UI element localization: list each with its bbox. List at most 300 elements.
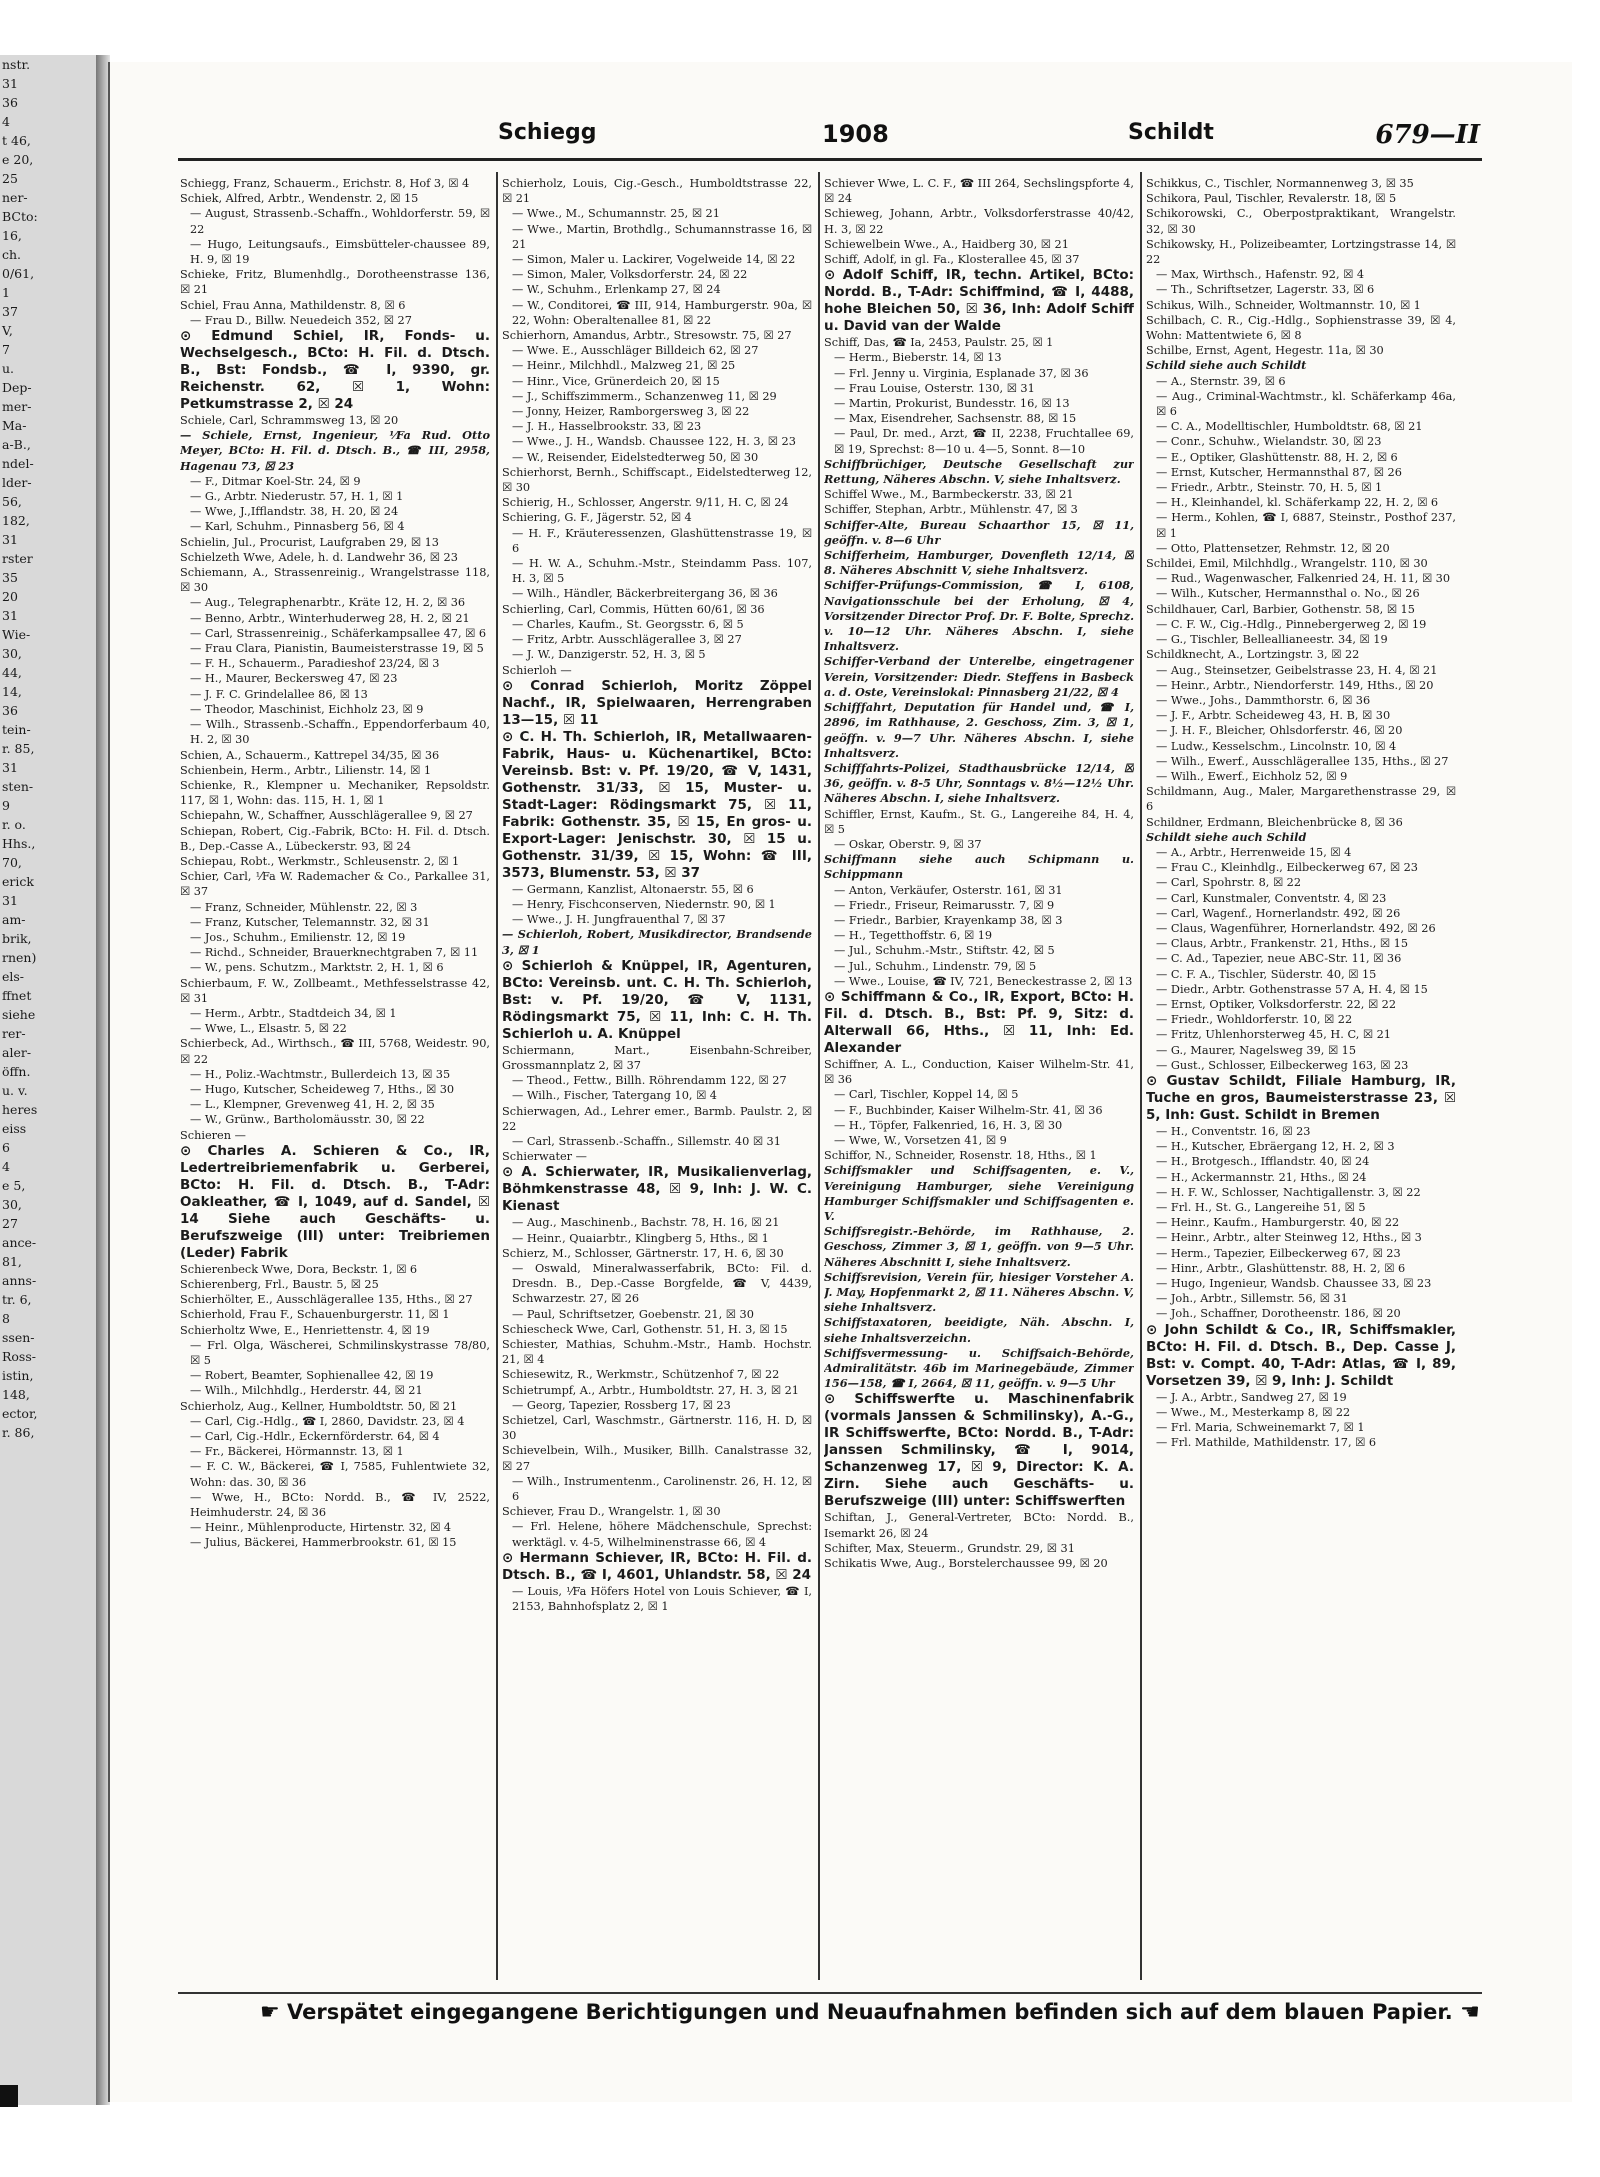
- previous-page-fragment: Ross-: [2, 1349, 36, 1364]
- previous-page-fragment: 8: [2, 1311, 10, 1326]
- previous-page-fragment: 14,: [2, 684, 22, 699]
- sub-entry: — Jul., Schuhm.-Mstr., Stiftstr. 42, ☒ 5: [834, 944, 1055, 958]
- sub-entry: — Ernst, Kutscher, Hermannsthal 87, ☒ 26: [1156, 465, 1402, 479]
- sub-entry: — C. F. A., Tischler, Süderstr. 40, ☒ 15: [1156, 967, 1377, 981]
- sub-entry: — Heinr., Mühlenproducte, Hirtenstr. 32, ☒ 4: [190, 1521, 452, 1535]
- previous-page-fragment: e 20,: [2, 152, 34, 167]
- previous-page-fragment: Ma-: [2, 418, 27, 433]
- previous-page-fragment: 4: [2, 1159, 10, 1174]
- sub-entry: — Wilh., Händler, Bäckerbreitergang 36, ☒ 36: [512, 587, 778, 601]
- previous-page-fragment: V,: [2, 323, 13, 338]
- previous-page-fragment: 148,: [2, 1387, 30, 1402]
- previous-page-fragment: ector,: [2, 1406, 38, 1421]
- sub-entry: — Oswald, Mineralwasserfabrik, BCto: Fil. d. Dresdn. B., Dep.-Casse Borgfelde, ☎ V, 4439, Schwarzestr. 27, ☒ 26: [512, 1261, 812, 1306]
- directory-entry: Schildknecht, A., Lortzingstr. 3, ☒ 22: [1146, 648, 1360, 662]
- sub-entry: — J. A., Arbtr., Sandweg 27, ☒ 19: [1156, 1390, 1347, 1404]
- firm-entry: ⊙ C. H. Th. Schierloh, IR, Metallwaaren-Fabrik, Haus- u. Küchenartikel, BCto: Vereinsb. Bst: v. Pf. 19/20, ☎ V, 1431, Gothenstr. 31/33, ☒ 15, Muster- u. Stadt-Lager: Rödingsmarkt 75, ☒ 11, Fabrik: Gothenstr. 35, ☒ 15, En gros- u. Export-Lager: Jenischstr. 30, ☒ 15 u. Gothenstr. 31/39, ☒ 15, Wohn: ☎ III, 3573, Blumenstr. 53, ☒ 37: [502, 728, 812, 881]
- sub-entry: — Herm., Bieberstr. 14, ☒ 13: [834, 351, 1002, 365]
- sub-entry: — Fr., Bäckerei, Hörmannstr. 13, ☒ 1: [190, 1445, 404, 1459]
- sub-entry: — Georg, Tapezier, Rossberg 17, ☒ 23: [512, 1398, 731, 1412]
- directory-entry: Schierholz, Louis, Cig.-Gesch., Humboldtstrasse 22, ☒ 21: [502, 177, 812, 206]
- sub-entry: — Wilh., Ewerf., Eichholz 52, ☒ 9: [1156, 769, 1348, 783]
- directory-entry: Schikkus, C., Tischler, Normannenweg 3, ☒ 35: [1146, 177, 1414, 190]
- sub-entry: — G., Arbtr. Niederustr. 57, H. 1, ☒ 1: [190, 490, 404, 504]
- directory-entry: Schierbaum, F. W., Zollbeamt., Methfesselstrasse 42, ☒ 31: [180, 976, 490, 1005]
- firm-entry: ⊙ Edmund Schiel, IR, Fonds- u. Wechselgesch., BCto: H. Fil. d. Dtsch. B., Bst: Fondsb., ☎ I, 9390, gr. Reichenstr. 62, ☒ 1, Wohn: Petkumstrasse 2, ☒ 24: [180, 328, 490, 413]
- firm-entry: ⊙ Conrad Schierloh, Moritz Zöppel Nachf., IR, Spielwaaren, Herrengraben 13—15, ☒ 11: [502, 677, 812, 728]
- header-year: 1908: [822, 120, 889, 148]
- previous-page-fragment: rer-: [2, 1026, 26, 1041]
- sub-entry: — Aug., Criminal-Wachtmstr., kl. Schäferkamp 46a, ☒ 6: [1156, 389, 1456, 419]
- directory-entry: Schiewelbein Wwe., A., Haidberg 30, ☒ 21: [824, 237, 1069, 251]
- sub-entry: — August, Strassenb.-Schaffn., Wohldorferstr. 59, ☒ 22: [190, 207, 490, 236]
- sub-entry: — Oskar, Oberstr. 9, ☒ 37: [834, 837, 982, 851]
- institution-entry: Schild siehe auch Schildt: [1146, 358, 1307, 373]
- sub-entry: — Wilh., Strassenb.-Schaffn., Eppendorferbaum 40, H. 2, ☒ 30: [190, 718, 490, 747]
- previous-page-fragment: tein-: [2, 722, 31, 737]
- sub-entry: — Paul, Dr. med., Arzt, ☎ II, 2238, Fruchtallee 69, ☒ 19, Sprechst: 8—10 u. 4—5, Sonnt. 8—10: [834, 427, 1134, 456]
- directory-entry: Schieren —: [180, 1128, 246, 1142]
- directory-entry: Schifter, Max, Steuerm., Grundstr. 29, ☒ 31: [824, 1541, 1075, 1555]
- sub-entry: — Fritz, Uhlenhorsterweg 45, H. C, ☒ 21: [1156, 1028, 1391, 1042]
- sub-entry: — Carl, Kunstmaler, Conventstr. 4, ☒ 23: [1156, 891, 1387, 905]
- sub-entry: — Wwe., Johs., Dammthorstr. 6, ☒ 36: [1156, 693, 1371, 707]
- sub-entry: — A., Sternstr. 39, ☒ 6: [1156, 374, 1286, 388]
- sub-entry: — Hugo, Leitungsaufs., Eimsbütteler-chaussee 89, H. 9, ☒ 19: [190, 237, 490, 267]
- directory-entry: Schilbe, Ernst, Agent, Hegestr. 11a, ☒ 30: [1146, 344, 1384, 358]
- sub-entry: — Jonny, Heizer, Ramborgersweg 3, ☒ 22: [512, 405, 750, 419]
- sub-entry: — Carl, Cig.-Hdlr., Eckernförderstr. 64, ☒ 4: [190, 1430, 440, 1444]
- institution-entry: Schiffsvermessung- u. Schiffsaich-Behörde, Admiralitätstr. 46b im Marinegebäude, Zimmer 156—158, ☎ I, 2664, ☒ 11, geöffn. v. 9—5 Uhr: [824, 1345, 1134, 1391]
- directory-entry: Schierling, Carl, Commis, Hütten 60/61, ☒ 36: [502, 602, 765, 616]
- previous-page-fragment: 20: [2, 589, 18, 604]
- directory-entry: Schienbein, Herm., Arbtr., Lilienstr. 14, ☒ 1: [180, 763, 432, 777]
- sub-entry: — Jul., Schuhm., Lindenstr. 79, ☒ 5: [834, 959, 1037, 973]
- sub-entry: — Herm., Arbtr., Stadtdeich 34, ☒ 1: [190, 1006, 397, 1020]
- sub-entry: — Max, Eisendreher, Sachsenstr. 88, ☒ 15: [834, 412, 1077, 426]
- sub-entry: — Herm., Kohlen, ☎ I, 6887, Steinstr., Posthof 237, ☒ 1: [1156, 511, 1456, 540]
- sub-entry: — H. W. A., Schuhm.-Mstr., Steindamm Pass. 107, H. 3, ☒ 5: [512, 557, 812, 586]
- directory-entry: Schierloh —: [502, 663, 572, 677]
- sub-entry: — Aug., Maschinenb., Bachstr. 78, H. 16, ☒ 21: [512, 1216, 780, 1230]
- previous-page-fragment: u.: [2, 361, 15, 376]
- institution-entry: Schiffsregistr.-Behörde, im Rathhause, 2. Geschoss, Zimmer 3, ☒ 1, geöffn. von 9—5 Uhr. Näheres Abschnitt I, siehe Inhaltsverz.: [824, 1224, 1134, 1269]
- directory-entry: Schiermann, Mart., Eisenbahn-Schreiber, Grossmannplatz 2, ☒ 37: [502, 1043, 812, 1072]
- sub-entry: — Frl. Helene, höhere Mädchenschule, Sprechst: werktägl. v. 4-5, Wilhelminenstrasse 66, ☒ 4: [512, 1520, 812, 1549]
- directory-entry: Schiffer, Stephan, Arbtr., Mühlenstr. 47, ☒ 3: [824, 503, 1078, 517]
- firm-entry: ⊙ Schierloh & Knüppel, IR, Agenturen, BCto: Vereinsb. unt. C. H. Th. Schierloh, Bst: v. Pf. 19/20, ☎ V, 1131, Rödingsmarkt 75, ☒ 11, Inh: C. H. Th. Schierloh u. A. Knüppel: [502, 957, 812, 1042]
- directory-entry: Schiester, Mathias, Schuhm.-Mstr., Hamb. Hochstr. 21, ☒ 4: [502, 1337, 812, 1367]
- previous-page-fragment: sten-: [2, 779, 34, 794]
- previous-page-fragment: Wie-: [2, 627, 31, 642]
- sub-entry: — Joh., Schaffner, Dorotheenstr. 186, ☒ 20: [1156, 1307, 1401, 1321]
- directory-entry: Schiffor, N., Schneider, Rosenstr. 18, Hths., ☒ 1: [824, 1149, 1097, 1163]
- column-divider: [496, 172, 498, 1980]
- sub-entry: — Hugo, Ingenieur, Wandsb. Chaussee 33, ☒ 23: [1156, 1277, 1432, 1291]
- directory-entry: Schier, Carl, ¹⁄Fa W. Rademacher & Co., Parkallee 31, ☒ 37: [180, 870, 490, 899]
- institution-entry: Schifffahrt, Deputation für Handel und, ☎ I, 2896, im Rathhause, 2. Geschoss, Zim. 3, ☒ 1, geöffn. v. 9—7 Uhr. Näheres Abschn. I, siehe Inhaltsverz.: [824, 700, 1134, 760]
- previous-page-fragment: 16,: [2, 228, 22, 243]
- sub-entry: — Wwe., Martin, Brothdlg., Schumannstrasse 16, ☒ 21: [512, 222, 812, 251]
- institution-entry: Schiffstaxatoren, beeidigte, Näh. Abschn. I, siehe Inhaltsverzeichn.: [824, 1315, 1134, 1345]
- sub-entry: — Herm., Tapezier, Eilbeckerweg 67, ☒ 23: [1156, 1246, 1401, 1260]
- firm-entry: ⊙ Schiffmann & Co., IR, Export, BCto: H. Fil. d. Dtsch. B., Bst: Pf. 9, Sitz: d. Alterwall 66, Hths., ☒ 11, Inh: Ed. Alexander: [824, 988, 1134, 1056]
- previous-page-fragment: 81,: [2, 1254, 22, 1269]
- previous-page-fragment: tr. 6,: [2, 1292, 32, 1307]
- previous-page-fragment: 37: [2, 304, 18, 319]
- sub-entry: — H., Kutscher, Ebräergang 12, H. 2, ☒ 3: [1156, 1140, 1395, 1154]
- sub-entry: — J. F., Arbtr. Scheideweg 43, H. B, ☒ 30: [1156, 709, 1391, 723]
- directory-entry: Schierenberg, Frl., Baustr. 5, ☒ 25: [180, 1277, 379, 1291]
- directory-entry: Schiff, Adolf, in gl. Fa., Klosterallee 45, ☒ 37: [824, 253, 1080, 267]
- sub-entry: — Aug., Steinsetzer, Geibelstrasse 23, H. 4, ☒ 21: [1156, 663, 1438, 677]
- directory-entry: Schiescheck Wwe, Carl, Gothenstr. 51, H. 3, ☒ 15: [502, 1322, 788, 1336]
- directory-column-3: [824, 176, 1134, 1976]
- previous-page-fragment: 4: [2, 114, 10, 129]
- previous-page-fragment: anns-: [2, 1273, 37, 1288]
- directory-entry: Schiftan, J., General-Vertreter, BCto: Nordd. B., Isemarkt 26, ☒ 24: [824, 1511, 1134, 1540]
- previous-page-fragment: nstr.: [2, 57, 31, 72]
- institution-entry: Schildt siehe auch Schild: [1146, 829, 1307, 844]
- directory-entry: Schierhold, Frau F., Schauenburgerstr. 11, ☒ 1: [180, 1308, 450, 1322]
- directory-entry: Schiffel Wwe., M., Barmbeckerstr. 33, ☒ 21: [824, 488, 1074, 502]
- header-last-entry: Schildt: [1128, 120, 1214, 145]
- sub-entry: — Hinr., Arbtr., Glashüttenstr. 88, H. 2, ☒ 6: [1156, 1261, 1406, 1275]
- sub-entry: — Aug., Telegraphenarbtr., Kräte 12, H. 2, ☒ 36: [190, 596, 466, 610]
- sub-entry: — Martin, Prokurist, Bundesstr. 16, ☒ 13: [834, 397, 1070, 411]
- sub-entry: — H., Töpfer, Falkenried, 16, H. 3, ☒ 30: [834, 1118, 1063, 1132]
- previous-page-fragment: erick: [2, 874, 34, 889]
- previous-page-fragment: 6: [2, 1140, 10, 1155]
- directory-entry: Schikora, Paul, Tischler, Revalerstr. 18, ☒ 5: [1146, 192, 1397, 206]
- directory-entry: Schikus, Wilh., Schneider, Woltmannstr. 10, ☒ 1: [1146, 298, 1421, 312]
- directory-entry: Schietrumpf, A., Arbtr., Humboldtstr. 27, H. 3, ☒ 21: [502, 1383, 799, 1397]
- sub-entry: — Friedr., Barbier, Krayenkamp 38, ☒ 3: [834, 913, 1063, 927]
- sub-entry: — G., Tischler, Belleallianeestr. 34, ☒ 19: [1156, 633, 1388, 647]
- directory-entry: Schieke, Fritz, Blumenhdlg., Dorotheenstrasse 136, ☒ 21: [180, 268, 490, 297]
- pointing-hand-icon: ☛: [260, 2000, 280, 2025]
- institution-entry: Schiffer-Verband der Unterelbe, eingetragener Verein, Vorsitzender: Diedr. Steffens in Basbeck a. d. Oste, Vereinslokal: Pinnasberg 21/22, ☒ 4: [824, 654, 1134, 699]
- sub-entry: — Carl, Tischler, Koppel 14, ☒ 5: [834, 1088, 1019, 1102]
- directory-entry: Schievelbein, Wilh., Musiker, Billh. Canalstrasse 32, ☒ 27: [502, 1444, 812, 1473]
- pointing-hand-icon: ☚: [1460, 2000, 1480, 2025]
- sub-entry: — Conr., Schuhw., Wielandstr. 30, ☒ 23: [1156, 435, 1382, 449]
- previous-page-fragment: Hhs.,: [2, 836, 36, 851]
- sub-entry: — Friedr., Wohldorferstr. 10, ☒ 22: [1156, 1013, 1353, 1027]
- directory-entry: Schierbeck, Ad., Wirthsch., ☎ III, 5768, Weidestr. 90, ☒ 22: [180, 1037, 490, 1066]
- institution-entry: Schiffbrüchiger, Deutsche Gesellschaft zur Rettung, Näheres Abschn. V, siehe Inhaltsverz.: [824, 456, 1134, 487]
- directory-entry: Schierwater —: [502, 1150, 587, 1164]
- sub-entry: — C. A., Modelltischler, Humboldtstr. 68, ☒ 21: [1156, 420, 1423, 434]
- sub-entry: — Ernst, Optiker, Volksdorferstr. 22, ☒ 22: [1156, 997, 1397, 1011]
- previous-page-fragment: 31: [2, 893, 18, 908]
- sub-entry: — Wwe, L., Elsastr. 5, ☒ 22: [190, 1022, 347, 1036]
- previous-page-fragment: 35: [2, 570, 18, 585]
- sub-entry: — Wwe, H., BCto: Nordd. B., ☎ IV, 2522, Heimhuderstr. 24, ☒ 36: [190, 1490, 490, 1520]
- sub-entry: — Frau C., Kleinhdlg., Eilbeckerweg 67, ☒ 23: [1156, 861, 1418, 875]
- sub-entry: — Theod., Fettw., Billh. Röhrendamm 122, ☒ 27: [512, 1074, 787, 1088]
- previous-page-fragment: ssen-: [2, 1330, 35, 1345]
- directory-entry: Schieweg, Johann, Arbtr., Volksdorferstrasse 40/42, H. 3, ☒ 22: [824, 207, 1134, 236]
- sub-entry: — Heinr., Arbtr., alter Steinweg 12, Hths., ☒ 3: [1156, 1231, 1422, 1245]
- sub-entry: — C. Ad., Tapezier, neue ABC-Str. 11, ☒ 36: [1156, 952, 1402, 966]
- directory-entry: Schiepau, Robt., Werkmstr., Schleusenstr. 2, ☒ 1: [180, 854, 460, 868]
- previous-page-fragment: a-B.,: [2, 437, 31, 452]
- sub-entry: — Wwe. E., Ausschläger Billdeich 62, ☒ 27: [512, 344, 759, 358]
- header-rule: [178, 158, 1482, 161]
- sub-entry: — Julius, Bäckerei, Hammerbrookstr. 61, ☒ 15: [190, 1536, 457, 1550]
- institution-entry: Schiffsrevision, Verein für, hiesiger Vorsteher A. J. May, Hopfenmarkt 2, ☒ 11. Näheres Abschn. V, siehe Inhaltsverz.: [824, 1269, 1134, 1315]
- directory-entry: Schierhorst, Bernh., Schiffscapt., Eidelstedterweg 12, ☒ 30: [502, 465, 812, 495]
- sub-entry: — Wilh., Milchhdlg., Herderstr. 44, ☒ 21: [190, 1384, 423, 1398]
- previous-page-fragment: heres: [2, 1102, 38, 1117]
- sub-entry: — Simon, Maler, Volksdorferstr. 24, ☒ 22: [512, 268, 748, 282]
- sub-entry: — W., Grünw., Bartholomäusstr. 30, ☒ 22: [190, 1113, 425, 1127]
- previous-page-fragment: 31: [2, 608, 18, 623]
- sub-entry: — J., Schiffszimmerm., Schanzenweg 11, ☒ 29: [512, 389, 777, 403]
- previous-page-fragment: ffnet: [2, 988, 32, 1003]
- previous-page-fragment: mer-: [2, 399, 32, 414]
- sub-entry: — Heinr., Kaufm., Hamburgerstr. 40, ☒ 22: [1156, 1216, 1400, 1230]
- directory-entry: Schierhorn, Amandus, Arbtr., Stresowstr. 75, ☒ 27: [502, 329, 792, 343]
- sub-entry: — Wilh., Kutscher, Hermannsthal o. No., ☒ 26: [1156, 587, 1420, 601]
- previous-page-fragment: brik,: [2, 931, 32, 946]
- previous-page-fragment: r. 85,: [2, 741, 35, 756]
- previous-page-fragment: e 5,: [2, 1178, 26, 1193]
- sub-entry: — Theodor, Maschinist, Eichholz 23, ☒ 9: [190, 702, 424, 716]
- sub-entry: — Paul, Schriftsetzer, Goebenstr. 21, ☒ 30: [512, 1307, 754, 1321]
- directory-entry: Schiever Wwe, L. C. F., ☎ III 264, Sechslingspforte 4, ☒ 24: [824, 177, 1134, 206]
- previous-page-fragment: 44,: [2, 665, 22, 680]
- sub-entry: — Frau Louise, Osterstr. 130, ☒ 31: [834, 381, 1035, 395]
- sub-entry: — Carl, Spohrstr. 8, ☒ 22: [1156, 876, 1302, 890]
- previous-page-fragment: Dep-: [2, 380, 32, 395]
- sub-entry: — H., Conventstr. 16, ☒ 23: [1156, 1124, 1311, 1138]
- directory-entry: Schierhölter, E., Ausschlägerallee 135, Hths., ☒ 27: [180, 1293, 473, 1307]
- directory-entry: Schildhauer, Carl, Barbier, Gothenstr. 58, ☒ 15: [1146, 602, 1415, 616]
- sub-entry: — Robert, Beamter, Sophienallee 42, ☒ 19: [190, 1369, 434, 1383]
- sub-entry: — Hugo, Kutscher, Scheideweg 7, Hths., ☒ 30: [190, 1082, 455, 1096]
- running-header: [170, 120, 1480, 154]
- previous-page-fragment: 56,: [2, 494, 22, 509]
- sub-entry: — C. F. W., Cig.-Hdlg., Pinnebergerweg 2, ☒ 19: [1156, 617, 1427, 631]
- previous-page-fragment: 7: [2, 342, 10, 357]
- sub-entry: — J. H., Hasselbrookstr. 33, ☒ 23: [512, 420, 702, 434]
- sub-entry: — H., Poliz.-Wachtmstr., Bullerdeich 13, ☒ 35: [190, 1067, 451, 1081]
- firm-entry: ⊙ Hermann Schiever, IR, BCto: H. Fil. d. Dtsch. B., ☎ I, 4601, Uhlandstr. 58, ☒ 24: [502, 1549, 812, 1583]
- sub-entry: — Frl. Maria, Schweinemarkt 7, ☒ 1: [1156, 1421, 1365, 1435]
- sub-entry: — Franz, Schneider, Mühlenstr. 22, ☒ 3: [190, 900, 418, 914]
- directory-column-1: [180, 176, 490, 1976]
- sub-entry: — Heinr., Arbtr., Niendorferstr. 149, Hths., ☒ 20: [1156, 678, 1434, 692]
- firm-entry: ⊙ John Schildt & Co., IR, Schiffsmakler, BCto: H. Fil. d. Dtsch. B., Dep. Casse J, Bst: v. Compt. 40, T-Adr: Atlas, ☎ I, 89, Vorsetzen 39, ☒ 9, Inh: J. Schildt: [1146, 1321, 1456, 1389]
- directory-entry: Schielin, Jul., Procurist, Laufgraben 29, ☒ 13: [180, 535, 439, 549]
- firm-entry: ⊙ Adolf Schiff, IR, techn. Artikel, BCto: Nordd. B., T-Adr: Schiffmind, ☎ I, 4488, hohe Bleichen 50, ☒ 36, Inh: Adolf Schiff u. David van der Walde: [824, 267, 1134, 335]
- directory-entry: Schierenbeck Wwe, Dora, Beckstr. 1, ☒ 6: [180, 1262, 418, 1276]
- sub-entry: — G., Maurer, Nagelsweg 39, ☒ 15: [1156, 1043, 1357, 1057]
- previous-page-fragment: t 46,: [2, 133, 31, 148]
- sub-entry: — Charles, Kaufm., St. Georgsstr. 6, ☒ 5: [512, 617, 744, 631]
- previous-page-fragment: 30,: [2, 1197, 22, 1212]
- previous-page-fragment: aler-: [2, 1045, 32, 1060]
- directory-entry: Schildner, Erdmann, Bleichenbrücke 8, ☒ 36: [1146, 815, 1403, 829]
- directory-entry: Schiepahn, W., Schaffner, Ausschlägerallee 9, ☒ 27: [180, 809, 473, 823]
- firm-entry: ⊙ Gustav Schildt, Filiale Hamburg, IR, Tuche en gros, Baumeisterstrasse 23, ☒ 5, Inh: Gust. Schildt in Bremen: [1146, 1072, 1456, 1123]
- directory-entry: Schietzel, Carl, Waschmstr., Gärtnerstr. 116, H. D, ☒ 30: [502, 1413, 812, 1443]
- directory-entry: Schiesewitz, R., Werkmstr., Schützenhof 7, ☒ 22: [502, 1368, 780, 1382]
- sub-entry: — L., Klempner, Grevenweg 41, H. 2, ☒ 35: [190, 1098, 435, 1112]
- sub-entry: — Simon, Maler u. Lackirer, Vogelweide 14, ☒ 22: [512, 253, 796, 267]
- previous-page-fragment: lder-: [2, 475, 32, 490]
- firm-entry: ⊙ Charles A. Schieren & Co., IR, Ledertreibriemenfabrik u. Gerberei, BCto: H. Fil. d. Dtsch. B., T-Adr: Oakleather, ☎ I, 1049, auf d. Sandel, ☒ 14 Siehe auch Geschäfts- u. Berufszweige (III) unter: Treibriemen (Leder) Fabrik: [180, 1142, 490, 1261]
- previous-page-fragment: 1: [2, 285, 10, 300]
- column-divider: [1140, 172, 1142, 1980]
- previous-page-fragment: ndel-: [2, 456, 34, 471]
- sub-entry: — F. C. W., Bäckerei, ☎ I, 7585, Fuhlentwiete 32, Wohn: das. 30, ☒ 36: [190, 1460, 490, 1489]
- sub-entry: — Wilh., Instrumentenm., Carolinenstr. 26, H. 12, ☒ 6: [512, 1474, 812, 1503]
- previous-page-fragment: 0/61,: [2, 266, 35, 281]
- sub-entry: — Benno, Arbtr., Winterhuderweg 28, H. 2, ☒ 21: [190, 611, 470, 625]
- sub-entry: — Frl. Olga, Wäscherei, Schmilinskystrasse 78/80, ☒ 5: [190, 1338, 490, 1367]
- previous-page-fragment: 27: [2, 1216, 18, 1231]
- previous-page-fragment: siehe: [2, 1007, 36, 1022]
- column-divider: [818, 172, 820, 1980]
- sub-entry: — H. F. W., Schlosser, Nachtigallenstr. 3, ☒ 22: [1156, 1185, 1421, 1199]
- previous-page-fragment: r. 86,: [2, 1425, 35, 1440]
- sub-entry: — Anton, Verkäufer, Osterstr. 161, ☒ 31: [834, 883, 1063, 897]
- previous-page-fragment: 36: [2, 703, 18, 718]
- previous-page-fragment: BCto:: [2, 209, 38, 224]
- previous-page-fragment: am-: [2, 912, 26, 927]
- sub-entry: — J. H. F., Bleicher, Ohlsdorferstr. 46, ☒ 20: [1156, 724, 1403, 738]
- directory-entry: Schienke, R., Klempner u. Mechaniker, Repsoldstr. 117, ☒ 1, Wohn: das. 115, H. 1, ☒ 1: [180, 778, 490, 808]
- sub-entry: — Frl. Mathilde, Mathildenstr. 17, ☒ 6: [1156, 1436, 1377, 1450]
- sub-entry: — Henry, Fischconserven, Niedernstr. 90, ☒ 1: [512, 897, 776, 911]
- sub-entry: — Heinr., Milchhdl., Malzweg 21, ☒ 25: [512, 359, 736, 373]
- sub-entry: — Carl, Cig.-Hdlg., ☎ I, 2860, Davidstr. 23, ☒ 4: [190, 1414, 465, 1428]
- sub-entry: — Carl, Strassenb.-Schaffn., Sillemstr. 40 ☒ 31: [512, 1134, 781, 1148]
- sub-entry: — Gust., Schlosser, Eilbeckerweg 163, ☒ 23: [1156, 1058, 1409, 1072]
- sub-entry: — Carl, Wagenf., Hornerlandstr. 492, ☒ 26: [1156, 906, 1401, 920]
- edge-mark: [0, 2085, 18, 2107]
- sub-entry: — Louis, ¹⁄Fa Höfers Hotel von Louis Schiever, ☎ I, 2153, Bahnhofsplatz 2, ☒ 1: [512, 1584, 812, 1614]
- footer-rule: [178, 1992, 1482, 1994]
- sub-entry: — Wwe., J. H. Jungfrauenthal 7, ☒ 37: [512, 913, 726, 927]
- sub-entry: — Wilh., Fischer, Tatergang 10, ☒ 4: [512, 1089, 717, 1103]
- previous-page-fragment: ner-: [2, 190, 28, 205]
- directory-entry: Schiering, G. F., Jägerstr. 52, ☒ 4: [502, 511, 692, 525]
- sub-entry: — W., Schuhm., Erlenkamp 27, ☒ 24: [512, 283, 721, 297]
- directory-entry: Schilbach, C. R., Cig.-Hdlg., Sophienstrasse 39, ☒ 4, Wohn: Mattentwiete 6, ☒ 8: [1146, 313, 1456, 343]
- sub-entry: — Wwe., Louise, ☎ IV, 721, Beneckestrasse 2, ☒ 13: [834, 974, 1133, 988]
- sub-entry: — Claus, Arbtr., Frankenstr. 21, Hths., ☒ 15: [1156, 937, 1409, 951]
- sub-entry: — Karl, Schuhm., Pinnasberg 56, ☒ 4: [190, 520, 405, 534]
- sub-entry: — F. H., Schauerm., Paradieshof 23/24, ☒ 3: [190, 657, 440, 671]
- previous-page-fragment: ch.: [2, 247, 22, 262]
- previous-page-fragment: 70,: [2, 855, 22, 870]
- sub-entry: — W., Conditorei, ☎ III, 914, Hamburgerstr. 90a, ☒ 22, Wohn: Oberaltenallee 81, ☒ 22: [512, 298, 812, 327]
- previous-page-fragment: 31: [2, 76, 18, 91]
- sub-entry: — Jos., Schuhm., Emilienstr. 12, ☒ 19: [190, 930, 406, 944]
- directory-entry: Schiffner, A. L., Conduction, Kaiser Wilhelm-Str. 41, ☒ 36: [824, 1057, 1134, 1087]
- directory-column-4: [1146, 176, 1456, 1976]
- sub-entry: — W., Reisender, Eidelstedterweg 50, ☒ 30: [512, 450, 759, 464]
- sub-entry: — Frau Clara, Pianistin, Baumeisterstrasse 19, ☒ 5: [190, 642, 484, 656]
- sub-entry: — Ludw., Kesselschm., Lincolnstr. 10, ☒ 4: [1156, 739, 1397, 753]
- sub-entry: — Diedr., Arbtr. Gothenstrasse 57 A, H. 4, ☒ 15: [1156, 982, 1428, 996]
- sub-entry: — Frl. Jenny u. Virginia, Esplanade 37, ☒ 36: [834, 366, 1089, 380]
- sub-entry: — E., Optiker, Glashüttenstr. 88, H. 2, ☒ 6: [1156, 450, 1398, 464]
- sub-entry: — Frau D., Billw. Neuedeich 352, ☒ 27: [190, 313, 412, 327]
- sub-entry: — Fritz, Arbtr. Ausschlägerallee 3, ☒ 27: [512, 633, 742, 647]
- directory-entry: Schien, A., Schauerm., Kattrepel 34/35, ☒ 36: [180, 748, 440, 762]
- sub-entry: — Wwe, W., Vorsetzen 41, ☒ 9: [834, 1133, 1007, 1147]
- directory-entry: Schikorowski, C., Oberpostpraktikant, Wrangelstr. 32, ☒ 30: [1146, 207, 1456, 236]
- previous-page-fragment: ance-: [2, 1235, 37, 1250]
- previous-page-fragment: öffn.: [2, 1064, 31, 1079]
- directory-entry: Schierig, H., Schlosser, Angerstr. 9/11, H. C, ☒ 24: [502, 496, 789, 510]
- directory-entry: Schierz, M., Schlosser, Gärtnerstr. 17, H. 6, ☒ 30: [502, 1246, 784, 1260]
- sub-entry: — H., Ackermannstr. 21, Hths., ☒ 24: [1156, 1170, 1367, 1184]
- sub-entry: — Germann, Kanzlist, Altonaerstr. 55, ☒ 6: [512, 882, 754, 896]
- sub-entry: — Frl. H., St. G., Langereihe 51, ☒ 5: [1156, 1201, 1366, 1214]
- directory-entry: Schierwagen, Ad., Lehrer emer., Barmb. Paulstr. 2, ☒ 22: [502, 1104, 812, 1133]
- directory-entry: Schiepan, Robert, Cig.-Fabrik, BCto: H. Fil. d. Dtsch. B., Dep.-Casse A., Lübeckerstr. 93, ☒ 24: [180, 824, 490, 853]
- directory-entry: Schierholtz Wwe, E., Henriettenstr. 4, ☒ 19: [180, 1323, 430, 1337]
- footer-notice-text: Verspätet eingegangene Berichtigungen und Neuaufnahmen befinden sich auf dem blauen Papier.: [287, 2000, 1453, 2024]
- previous-page-fragment: 9: [2, 798, 10, 813]
- sub-entry: — Max, Wirthsch., Hafenstr. 92, ☒ 4: [1156, 268, 1365, 282]
- directory-entry: Schildei, Emil, Milchhdlg., Wrangelstr. 110, ☒ 30: [1146, 557, 1428, 571]
- sub-entry: — H., Tegetthoffstr. 6, ☒ 19: [834, 929, 993, 943]
- institution-entry: Schiffsmakler und Schiffsagenten, e. V., Vereinigung Hamburger, siehe Vereinigung Hamburger Schiffsmakler und Schiffsagenten e. V.: [824, 1163, 1134, 1223]
- directory-entry: Schielzeth Wwe, Adele, h. d. Landwehr 36, ☒ 23: [180, 550, 458, 564]
- directory-entry: Schiele, Carl, Schrammsweg 13, ☒ 20: [180, 414, 399, 428]
- directory-column-2: [502, 176, 812, 1976]
- sub-entry: — A., Arbtr., Herrenweide 15, ☒ 4: [1156, 845, 1352, 859]
- header-first-entry: Schiegg: [498, 120, 597, 145]
- sub-entry: — Wwe, J.,Ifflandstr. 38, H. 20, ☒ 24: [190, 505, 399, 519]
- sub-entry: — H., Kleinhandel, kl. Schäferkamp 22, H. 2, ☒ 6: [1156, 496, 1439, 510]
- directory-entry: Schiel, Frau Anna, Mathildenstr. 8, ☒ 6: [180, 298, 406, 312]
- directory-entry: Schiever, Frau D., Wrangelstr. 1, ☒ 30: [502, 1505, 721, 1519]
- directory-entry: Schierholz, Aug., Kellner, Humboldtstr. 50, ☒ 21: [180, 1399, 458, 1413]
- institution-entry: Schifffahrts-Polizei, Stadthausbrücke 12/14, ☒ 36, geöffn. v. 8-5 Uhr, Sonntags v. 8½—12½ Uhr. Näheres Abschn. I, siehe Inhaltsverz.: [824, 760, 1134, 806]
- sub-entry: — Wwe., M., Mesterkamp 8, ☒ 22: [1156, 1405, 1351, 1419]
- sub-entry: — Rud., Wagenwascher, Falkenried 24, H. 11, ☒ 30: [1156, 572, 1451, 586]
- sub-entry: — Wwe., J. H., Wandsb. Chaussee 122, H. 3, ☒ 23: [512, 435, 796, 449]
- sub-entry: — Hinr., Vice, Grünerdeich 20, ☒ 15: [512, 374, 720, 388]
- directory-entry: Schiemann, A., Strassenreinig., Wrangelstrasse 118, ☒ 30: [180, 566, 490, 595]
- sub-entry: — W., pens. Schutzm., Marktstr. 2, H. 1, ☒ 6: [190, 961, 444, 975]
- sub-entry: — Wilh., Ewerf., Ausschlägerallee 135, Hths., ☒ 27: [1156, 754, 1449, 768]
- institution-entry: Schiffer-Alte, Bureau Schaarthor 15, ☒ 11, geöffn. v. 8—6 Uhr: [824, 517, 1134, 547]
- sub-entry: — Claus, Wagenführer, Hornerlandstr. 492, ☒ 26: [1156, 921, 1436, 935]
- sub-entry: — J. W., Danzigerstr. 52, H. 3, ☒ 5: [512, 648, 706, 662]
- sub-entry: — Heinr., Quaiarbtr., Klingberg 5, Hths., ☒ 1: [512, 1231, 769, 1245]
- previous-page-fragment: 36: [2, 95, 18, 110]
- previous-page-fragment: 31: [2, 760, 18, 775]
- directory-entry: Schikowsky, H., Polizeibeamter, Lortzingstrasse 14, ☒ 22: [1146, 237, 1456, 267]
- sub-entry: — Wwe., M., Schumannstr. 25, ☒ 21: [512, 207, 720, 221]
- previous-page-fragment: rnen): [2, 950, 37, 965]
- sub-entry: — H., Brotgesch., Ifflandstr. 40, ☒ 24: [1156, 1155, 1370, 1169]
- sub-entry: — J. F. C. Grindelallee 86, ☒ 13: [190, 687, 368, 701]
- previous-page-fragment: u. v.: [2, 1083, 28, 1098]
- previous-page-fragment: 182,: [2, 513, 30, 528]
- previous-page-fragment: 25: [2, 171, 18, 186]
- sub-entry: — F., Ditmar Koel-Str. 24, ☒ 9: [190, 474, 361, 488]
